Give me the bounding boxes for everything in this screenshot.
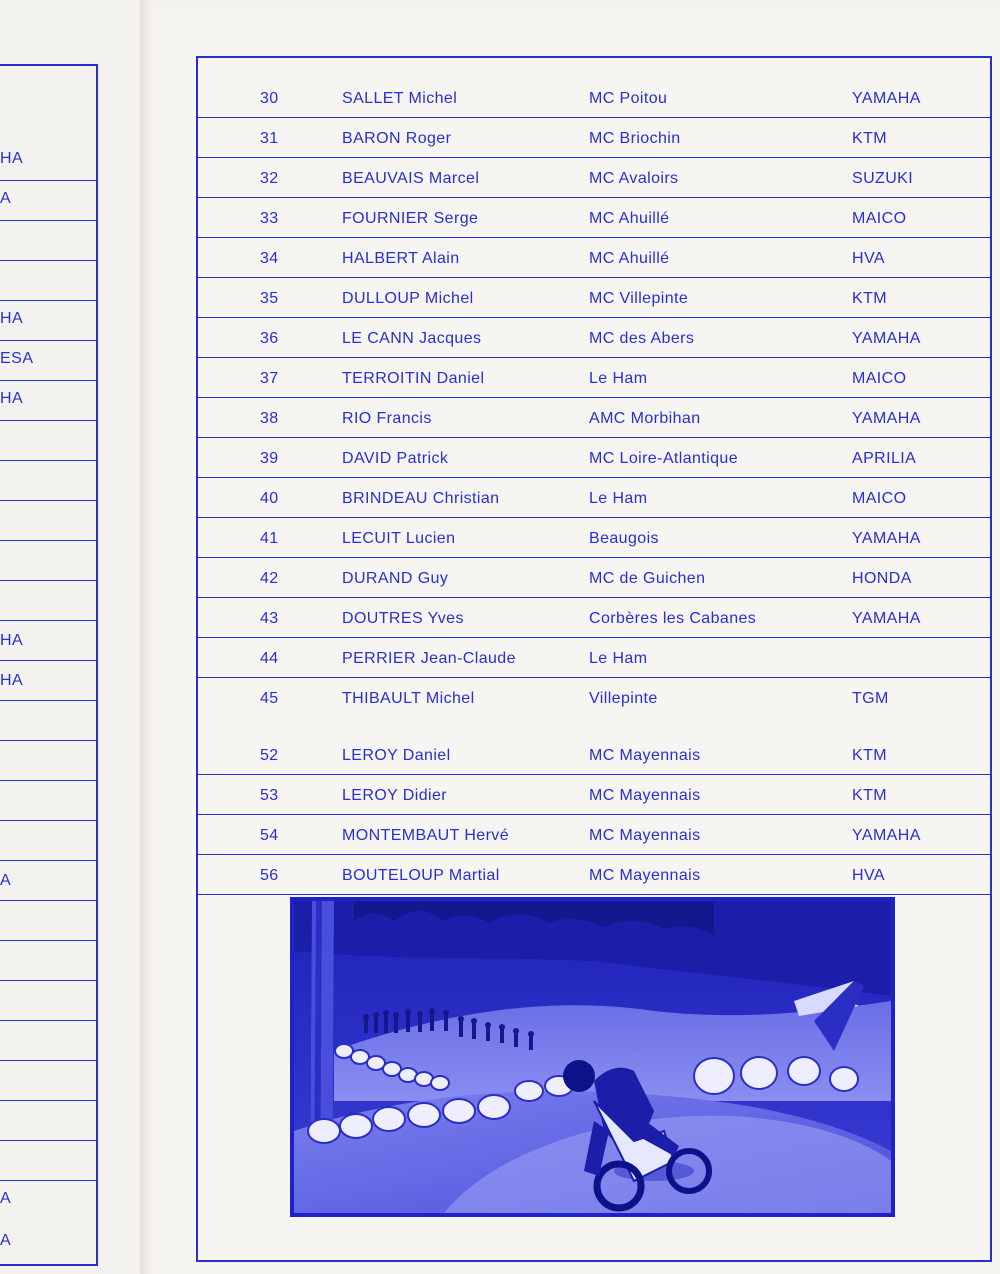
previous-page-fragment: HA <box>0 310 24 327</box>
entry-number: 56 <box>260 867 279 884</box>
previous-page-fragment: HA <box>0 632 24 649</box>
club-name: MC Briochin <box>589 130 681 147</box>
race-photo-image <box>294 901 891 1213</box>
entry-number: 39 <box>260 450 279 467</box>
previous-page-rule <box>0 260 96 261</box>
entry-row <box>196 775 992 815</box>
previous-page <box>0 0 145 1274</box>
entry-row <box>196 438 992 478</box>
entry-number: 43 <box>260 610 279 627</box>
previous-page-rule <box>0 780 96 781</box>
motorcycle-make: YAMAHA <box>852 530 921 547</box>
previous-page-rule <box>0 220 96 221</box>
rider-name: LE CANN Jacques <box>342 330 482 347</box>
club-name: Corbères les Cabanes <box>589 610 757 627</box>
rider-name: BEAUVAIS Marcel <box>342 170 480 187</box>
rider-name: DULLOUP Michel <box>342 290 474 307</box>
motorcycle-make: KTM <box>852 787 887 804</box>
previous-page-rule <box>0 580 96 581</box>
previous-page-fragment: A <box>0 1190 12 1207</box>
previous-page-fragment: HA <box>0 390 24 407</box>
club-name: MC de Guichen <box>589 570 706 587</box>
rider-name: DAVID Patrick <box>342 450 449 467</box>
motorcycle-make: HVA <box>852 867 885 884</box>
motorcycle-make: YAMAHA <box>852 610 921 627</box>
rider-name: SALLET Michel <box>342 90 458 107</box>
entry-number: 40 <box>260 490 279 507</box>
entry-number: 35 <box>260 290 279 307</box>
entry-number: 54 <box>260 827 279 844</box>
motorcycle-make: TGM <box>852 690 889 707</box>
club-name: MC Mayennais <box>589 867 701 884</box>
previous-page-rule <box>0 940 96 941</box>
rider-name: DURAND Guy <box>342 570 449 587</box>
rider-name: HALBERT Alain <box>342 250 460 267</box>
entry-row <box>196 398 992 438</box>
club-name: Le Ham <box>589 650 648 667</box>
motorcycle-make: YAMAHA <box>852 330 921 347</box>
club-name: AMC Morbihan <box>589 410 701 427</box>
motorcycle-make: YAMAHA <box>852 410 921 427</box>
rider-name: TERROITIN Daniel <box>342 370 485 387</box>
motorcycle-make: KTM <box>852 747 887 764</box>
motorcycle-make: HONDA <box>852 570 912 587</box>
previous-page-fragment: ESA <box>0 350 34 367</box>
entry-number: 34 <box>260 250 279 267</box>
club-name: Le Ham <box>589 370 648 387</box>
motorcycle-make: HVA <box>852 250 885 267</box>
previous-page-rule <box>0 620 96 621</box>
previous-page-rule <box>0 420 96 421</box>
club-name: MC Mayennais <box>589 827 701 844</box>
previous-page-rule <box>0 380 96 381</box>
previous-page-fragment: HA <box>0 150 24 167</box>
motorcycle-make: MAICO <box>852 370 907 387</box>
row-divider <box>196 894 992 895</box>
motorcycle-make: APRILIA <box>852 450 917 467</box>
entry-number: 45 <box>260 690 279 707</box>
club-name: MC Mayennais <box>589 747 701 764</box>
rider-name: BOUTELOUP Martial <box>342 867 500 884</box>
club-name: MC Ahuillé <box>589 250 670 267</box>
previous-page-fragment: A <box>0 872 12 889</box>
club-name: MC Avaloirs <box>589 170 679 187</box>
motorcycle-make: MAICO <box>852 210 907 227</box>
entry-row <box>196 78 992 118</box>
previous-page-rule <box>0 180 96 181</box>
motorcycle-make: YAMAHA <box>852 90 921 107</box>
previous-page-fragment: A <box>0 1232 12 1249</box>
rider-name: LECUIT Lucien <box>342 530 456 547</box>
entry-row <box>196 855 992 895</box>
previous-page-rule <box>0 1060 96 1061</box>
entry-number: 53 <box>260 787 279 804</box>
rider-name: DOUTRES Yves <box>342 610 464 627</box>
previous-page-rule <box>0 900 96 901</box>
motorcycle-make: KTM <box>852 130 887 147</box>
entry-number: 44 <box>260 650 279 667</box>
club-name: Le Ham <box>589 490 648 507</box>
previous-page-rule <box>0 860 96 861</box>
previous-page-frame <box>0 64 98 1266</box>
club-name: Beaugois <box>589 530 659 547</box>
previous-page-rule <box>0 300 96 301</box>
previous-page-rule <box>0 980 96 981</box>
previous-page-rule <box>0 1020 96 1021</box>
entry-row <box>196 158 992 198</box>
club-name: MC Poitou <box>589 90 668 107</box>
previous-page-rule <box>0 700 96 701</box>
rider-name: PERRIER Jean-Claude <box>342 650 516 667</box>
previous-page-fragment: HA <box>0 672 24 689</box>
entry-number: 52 <box>260 747 279 764</box>
entry-number: 37 <box>260 370 279 387</box>
previous-page-rule <box>0 820 96 821</box>
club-name: Villepinte <box>589 690 658 707</box>
rider-name: MONTEMBAUT Hervé <box>342 827 510 844</box>
entry-row <box>196 678 992 718</box>
club-name: MC des Abers <box>589 330 695 347</box>
entry-row <box>196 198 992 238</box>
motorcycle-make: SUZUKI <box>852 170 914 187</box>
previous-page-rule <box>0 1180 96 1181</box>
rider-name: BARON Roger <box>342 130 452 147</box>
entry-number: 33 <box>260 210 279 227</box>
club-name: MC Ahuillé <box>589 210 670 227</box>
entry-row <box>196 735 992 775</box>
previous-page-rule <box>0 500 96 501</box>
entry-row <box>196 815 992 855</box>
rider-name: THIBAULT Michel <box>342 690 475 707</box>
entry-row <box>196 558 992 598</box>
page-gutter <box>140 0 154 1274</box>
entry-row <box>196 598 992 638</box>
entry-row <box>196 118 992 158</box>
previous-page-rule <box>0 460 96 461</box>
entry-row <box>196 278 992 318</box>
previous-page-rule <box>0 540 96 541</box>
previous-page-rule <box>0 340 96 341</box>
club-name: MC Villepinte <box>589 290 689 307</box>
previous-page-rule <box>0 740 96 741</box>
motorcycle-make: KTM <box>852 290 887 307</box>
rider-name: RIO Francis <box>342 410 432 427</box>
rider-name: LEROY Daniel <box>342 747 451 764</box>
entry-row <box>196 518 992 558</box>
entry-number: 30 <box>260 90 279 107</box>
previous-page-rule <box>0 1140 96 1141</box>
entry-number: 41 <box>260 530 279 547</box>
entry-row <box>196 238 992 278</box>
club-name: MC Loire-Atlantique <box>589 450 738 467</box>
previous-page-rule <box>0 660 96 661</box>
motorcycle-make: MAICO <box>852 490 907 507</box>
club-name: MC Mayennais <box>589 787 701 804</box>
rider-name: LEROY Didier <box>342 787 447 804</box>
entry-row <box>196 478 992 518</box>
entry-number: 31 <box>260 130 279 147</box>
entry-row <box>196 358 992 398</box>
rider-name: FOURNIER Serge <box>342 210 479 227</box>
entry-row <box>196 318 992 358</box>
race-photo <box>290 897 895 1217</box>
previous-page-rule <box>0 1100 96 1101</box>
entry-number: 42 <box>260 570 279 587</box>
motorcycle-make: YAMAHA <box>852 827 921 844</box>
rider-name: BRINDEAU Christian <box>342 490 500 507</box>
previous-page-fragment: A <box>0 190 12 207</box>
entry-number: 38 <box>260 410 279 427</box>
entry-number: 32 <box>260 170 279 187</box>
entry-row <box>196 638 992 678</box>
entry-number: 36 <box>260 330 279 347</box>
